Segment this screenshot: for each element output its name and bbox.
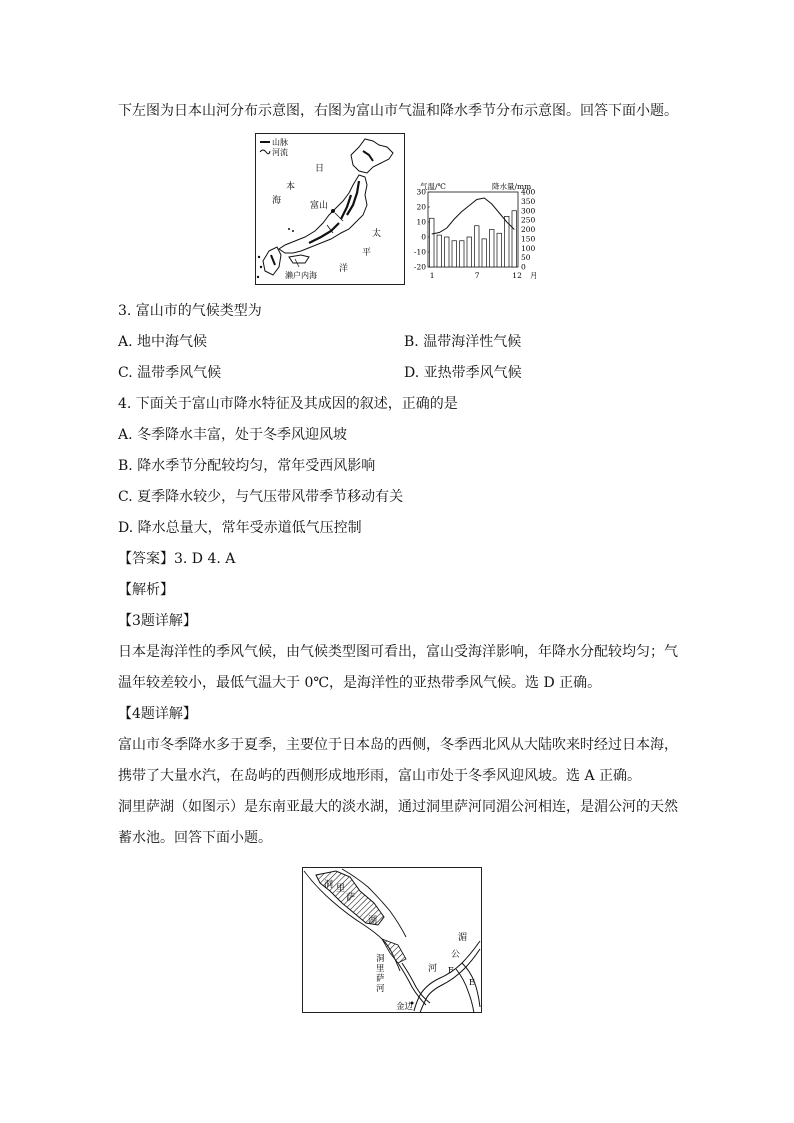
q4-option-c: C. 夏季降水较少，与气压带风带季节移动有关 xyxy=(118,489,404,505)
q3-stem: 3. 富山市的气候类型为 xyxy=(118,303,262,319)
japan-map xyxy=(255,133,405,285)
q4-stem: 4. 下面关于富山市降水特征及其成因的叙述，正确的是 xyxy=(118,396,458,412)
right-tick-label: 150 xyxy=(521,234,536,244)
toyama-marker xyxy=(331,209,335,213)
point-f-label: F xyxy=(448,966,454,975)
q3-detail-text: 日本是海洋性的季风气候，由气候类型图可看出，富山受海洋影响，年降水分配较均匀；气 xyxy=(118,644,678,660)
q4-option-d: D. 降水总量大，常年受赤道低气压控制 xyxy=(118,520,362,536)
left-tick-label: -20 xyxy=(413,262,426,272)
legend-mountain: 山脉 xyxy=(272,138,288,147)
q3-option-c: C. 温带季风气候 xyxy=(118,365,222,381)
q4-detail-text: 富山市冬季降水多于夏季，主要位于日本岛的西侧，冬季西北风从大陆吹来时经过日本海， xyxy=(118,737,678,753)
mekong-label: 公 xyxy=(451,950,461,960)
left-tick-label: 0 xyxy=(421,232,426,242)
tonle-sap-map xyxy=(302,867,482,1013)
right-axis-title: 降水量/mm xyxy=(492,182,532,191)
right-tick-label: 50 xyxy=(521,253,531,263)
lake-label: 里 xyxy=(336,884,346,894)
right-tick-label: 400 xyxy=(521,187,536,197)
sea-label: 本 xyxy=(286,182,296,192)
q4-option-a: A. 冬季降水丰富，处于冬季风迎风坡 xyxy=(118,427,348,443)
seto-label: 濑户内海 xyxy=(285,271,317,280)
analysis-heading: 【解析】 xyxy=(118,582,174,598)
right-tick-label: 250 xyxy=(521,215,536,225)
ocean-label: 洋 xyxy=(339,264,349,274)
x-tick-label: 12 xyxy=(512,271,522,280)
shikoku-island xyxy=(289,255,309,263)
right-tick-label: 300 xyxy=(521,206,536,216)
q3-detail-heading: 【3题详解】 xyxy=(118,613,197,629)
precipitation-bar xyxy=(467,237,472,267)
legend-river: 河流 xyxy=(272,148,288,157)
toyama-label: 富山 xyxy=(310,201,329,211)
intro-text-1: 下左图为日本山河分布示意图，右图为富山市气温和降水季节分布示意图。回答下面小题。 xyxy=(118,103,678,119)
left-axis-title: 气温/℃ xyxy=(420,182,446,191)
precipitation-bar xyxy=(437,235,442,267)
precipitation-bar xyxy=(475,226,480,267)
tonle-sap-label: 洞 xyxy=(376,954,385,964)
precipitation-bar xyxy=(445,237,450,267)
sea-label: 海 xyxy=(272,196,282,206)
left-tick-label: -10 xyxy=(413,247,426,257)
left-tick-label: 30 xyxy=(416,187,426,197)
q3-detail-text: 温年较差较小，最低气温大于 0℃，是海洋性的亚热带季风气候。选 D 正确。 xyxy=(118,675,602,691)
q3-option-d: D. 亚热带季风气候 xyxy=(404,365,522,381)
tonle-sap-label: 河 xyxy=(376,984,385,994)
right-tick-label: 0 xyxy=(521,262,526,272)
phnom-penh-label: 金边 xyxy=(396,1002,414,1012)
mekong-label: 湄 xyxy=(458,933,468,943)
right-tick-label: 350 xyxy=(521,196,536,206)
ocean-label: 太 xyxy=(372,229,382,239)
q4-detail-heading: 【4题详解】 xyxy=(118,706,197,722)
precipitation-bar xyxy=(490,230,495,268)
climate-chart xyxy=(406,180,550,284)
left-tick-label: 10 xyxy=(416,217,426,227)
precipitation-bar xyxy=(430,218,435,267)
x-tick-label: 1 xyxy=(429,271,435,280)
q3-option-b: B. 温带海洋性气候 xyxy=(404,334,522,350)
point-e-label: E xyxy=(469,978,475,987)
lake-label: 萨 xyxy=(346,893,356,903)
right-tick-label: 200 xyxy=(521,225,536,234)
intro-text-2: 洞里萨湖（如图示）是东南亚最大的淡水湖，通过洞里萨河同湄公河相连，是湄公河的天然 xyxy=(118,799,678,815)
sea-label: 日 xyxy=(315,164,325,174)
mekong-label: 河 xyxy=(428,964,438,974)
q4-option-b: B. 降水季节分配较均匀，常年受西风影响 xyxy=(118,458,376,474)
month-unit: 月 xyxy=(530,271,538,280)
tonle-sap-label: 里 xyxy=(376,964,385,974)
temperature-line xyxy=(432,198,515,234)
intro-text-2-cont: 蓄水池。回答下面小题。 xyxy=(118,830,272,846)
answer-line: 【答案】3. D 4. A xyxy=(118,551,236,567)
left-tick-label: 20 xyxy=(416,202,426,212)
precipitation-bar xyxy=(452,241,457,267)
ocean-label: 平 xyxy=(362,248,372,258)
lake-label: 洞 xyxy=(324,880,334,890)
q3-option-a: A. 地中海气候 xyxy=(118,334,208,350)
lake-label: 湖 xyxy=(368,916,378,926)
x-tick-label: 7 xyxy=(474,271,480,280)
q4-detail-text: 携带了大量水汽，在岛屿的西侧形成地形雨，富山市处于冬季风迎风坡。选 A 正确。 xyxy=(118,768,642,784)
precipitation-bar xyxy=(497,233,502,267)
precipitation-bar xyxy=(460,241,465,267)
tonle-sap-label: 萨 xyxy=(376,974,385,984)
precipitation-bar xyxy=(482,239,487,267)
precipitation-bar xyxy=(512,211,517,267)
right-tick-label: 100 xyxy=(521,243,536,253)
